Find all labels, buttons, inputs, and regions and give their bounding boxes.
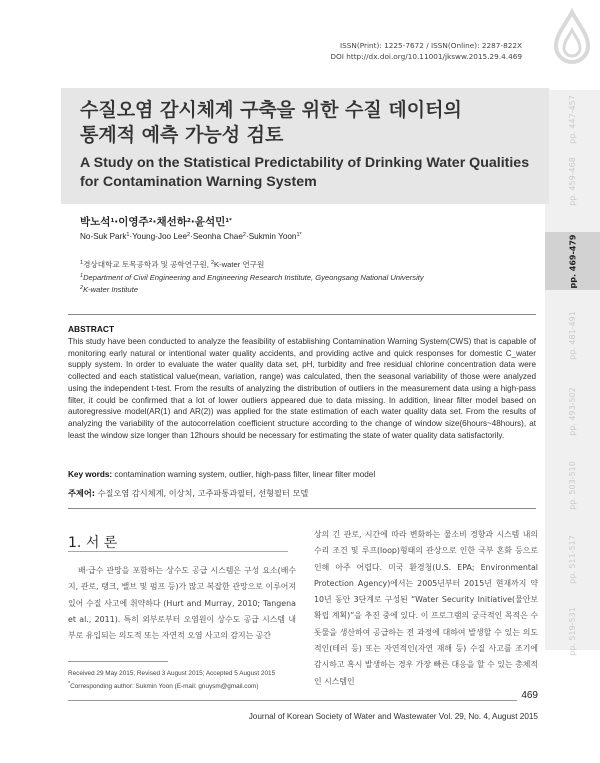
- section-heading: 1. 서 론: [68, 535, 118, 551]
- tab-pp-493-502[interactable]: pp. 493-502: [567, 386, 577, 436]
- abstract-body: This study have been conducted to analyze the feasibility of establishing Contamination Warning System(CWS) that is capable of monitoring early natural or intentional water quality accidents, and providing active and quick responses for domestic C_water supply system. In order to evaluate the water quality data set, pH, turbidity and free residual chlorine concentration data were collected and each statistical value(mean, variation, range) was calculated, then the seasonal variability of those were analyzed using the independent t-test. From the results of analyzing the distribution of outliers in the measurement data using a high-pass filter, it could be confirmed that a lot of lower outliers appeared due to data missing. In addition, linear filter model based on autoregressive model(AR(1) and AR(2)) was applied for the state estimation of each water quality data set. From the results of analyzing the variability of the autocorrelation coefficient structure according to the change of window size(6hours~48hours), at least the window size longer than 12hours should be necessary for estimating the state of water quality data satisfactorily.: [68, 337, 536, 440]
- author-en: Seonha Chae: [192, 232, 243, 241]
- paragraph: 배·급수 관망을 포함하는 상수도 공급 시스템은 구성 요소(배수지, 관로, 탱크, 밸브 및 펌프 등)가 많고 복잡한 관망으로 이루어져 있어 수질 사고에 취약하다 (Hurt and Murray, 2010; Tangena et al., 2011). 특히 외부로부터 오염원이 상수도 공급 시스템 내부로 유입되는 의도적 또는 자연적 오염 사고의 감지는 공간: [68, 566, 296, 641]
- affiliation-korean: $^1$경상대학교 토목공학과 및 공학연구원, $^2$K-water 연구원: [80, 260, 265, 269]
- tab-pp-511-517[interactable]: pp. 511-517: [567, 534, 577, 584]
- author-en: Sukmin Yoon: [248, 232, 297, 241]
- affiliation-english-2: $^2$K-water Institute: [80, 285, 138, 294]
- authors-english: No-Suk Park$^1$·Young-Joo Lee$^2$·Seonha Chae$^2$·Sukmin Yoon$^{1*}$: [80, 232, 302, 241]
- korean-title-line-2: 통계적 예측 가능성 검토: [80, 124, 284, 146]
- section-underline: [68, 551, 288, 552]
- author-en: Young-Joo Lee: [132, 232, 188, 241]
- affiliations: [80, 258, 424, 296]
- korean-title: [80, 98, 530, 148]
- tab-pp-503-510[interactable]: pp. 503-510: [567, 460, 577, 510]
- received-dates: Received 29 May 2015; Revised 3 August 2015; Accepted 5 August 2015: [68, 670, 276, 677]
- tab-pp-447-457[interactable]: pp. 447-457: [567, 94, 577, 144]
- english-title-line-1: A Study on the Statistical Predictability of Drinking Water Qualities: [80, 155, 530, 171]
- water-drop-logo-icon: [552, 8, 592, 66]
- divider: [68, 508, 536, 509]
- body-column-right: [314, 527, 538, 690]
- journal-citation: Journal of Korean Society of Water and Wastewater Vol. 29, No. 4, August 2015: [248, 712, 538, 721]
- keywords-korean: 주제어: 수질오염 감시체계, 이상치, 고주파통과필터, 선형필터 모델: [68, 488, 309, 498]
- issn-doi-block: [330, 40, 522, 62]
- paragraph: 상의 긴 관로, 시간에 따라 변화하는 물소비 경향과 시스템 내의 수리 조건 및 루프(loop)형태의 관상으로 인한 국부 혼화 등으로 인해 아주 어렵다. 미국 환경청(U.S. EPA; Environmental Protection Agency)에서는 2005년부터 2015년 현재까지 약 10년 동안 3단계로 구성된 “Water Security Initiative(물안보 확립 계획)”을 추진 중에 있다. 이 프로그램의 궁극적인 목적은 수돗물을 생산하여 공급하는 전 과정에 대하여 발생할 수 있는 의도적인(테러 등) 또는 자연적인(자연 재해 등) 수질 사고를 조기에 감시하고 혹시 발생하는 경우 가장 빠른 대응을 할 수 있는 총체적인 시스템인: [314, 530, 538, 686]
- keywords-english: Key words: contamination warning system, outlier, high-pass filter, linear filter model: [68, 470, 376, 479]
- doi-line: DOI http://dx.doi.org/10.11001/jksww.2015.29.4.469: [330, 52, 522, 61]
- page-range-tabs: [545, 90, 600, 656]
- korean-title-line-1: 수질오염 감시체계 구축을 위한 수질 데이터의: [80, 99, 462, 121]
- english-title-line-2: for Contamination Warning System: [80, 174, 317, 190]
- tab-pp-459-468[interactable]: pp. 459-468: [567, 156, 577, 206]
- corresponding-author: *Corresponding author: Sukmin Yoon (E-mail: gnuysm@gmail.com): [68, 681, 259, 690]
- tab-pp-469-479[interactable]: pp. 469-479: [545, 232, 600, 290]
- tab-pp-519-531[interactable]: pp. 519-531: [567, 606, 577, 656]
- page-number: 469: [517, 690, 538, 701]
- footnote-divider: [68, 661, 168, 662]
- footer-divider: [68, 700, 538, 701]
- footnote: [68, 668, 296, 692]
- affiliation-english-1: $^1$Department of Civil Engineering and Engineering Research Institute, Gyeongsang National University: [80, 272, 424, 282]
- tab-pp-481-491[interactable]: pp. 481-491: [567, 310, 577, 360]
- author-ko: 윤석민: [194, 216, 226, 228]
- author-ko: 이영주: [118, 216, 149, 228]
- divider: [68, 314, 536, 315]
- abstract-heading: ABSTRACT: [68, 324, 115, 334]
- authors-korean: 박노석$^1$·이영주$^2$·채선하$^2$·윤석민$^{1*}$: [80, 216, 232, 228]
- author-en: No-Suk Park: [80, 232, 127, 241]
- english-title: [80, 154, 540, 192]
- author-ko: 박노석: [80, 216, 111, 228]
- body-column-left: [68, 563, 296, 644]
- issn-line: ISSN(Print): 1225-7672 / ISSN(Online): 2287-822X: [339, 41, 522, 50]
- author-ko: 채선하: [156, 216, 187, 228]
